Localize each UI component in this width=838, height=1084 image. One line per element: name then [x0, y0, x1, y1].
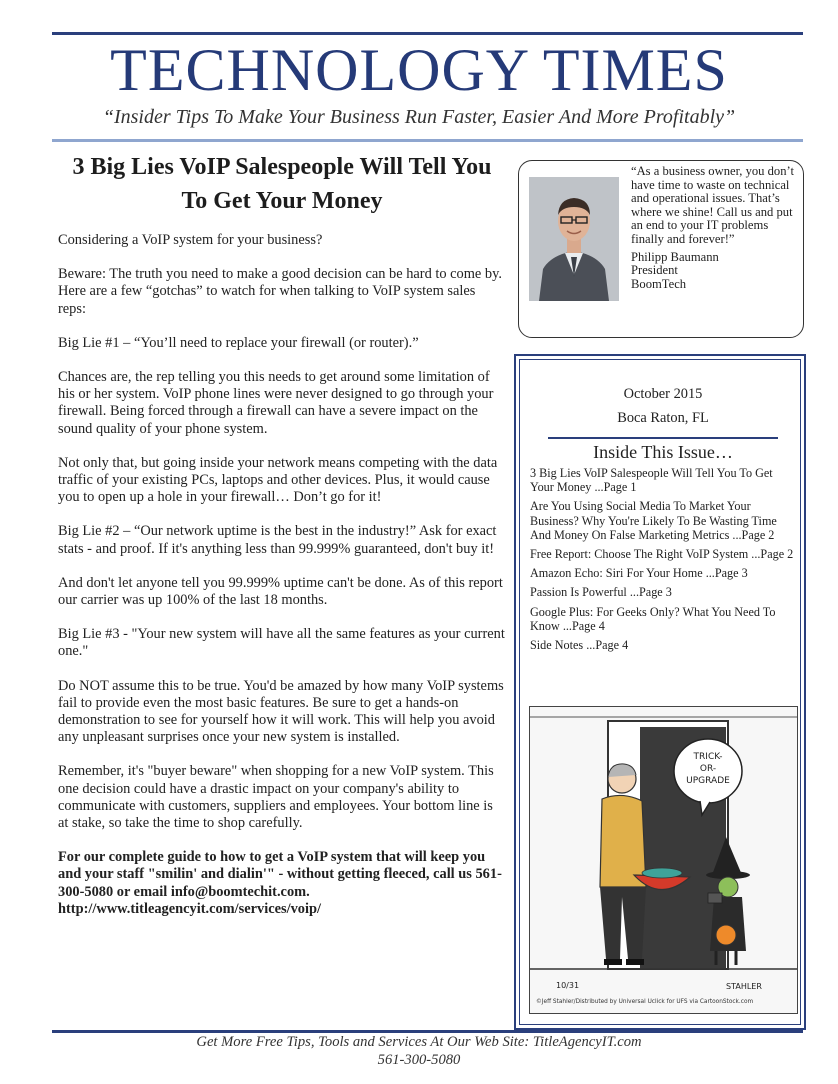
issue-date: October 2015: [623, 386, 703, 402]
quote-text-block: [631, 165, 796, 291]
cartoon-drawing: [530, 707, 797, 1013]
newsletter-title: TECHNOLOGY TIMES: [110, 37, 728, 103]
masthead-bottom-rule: [52, 139, 803, 142]
toc-item: 3 Big Lies VoIP Salespeople Will Tell You To Get Your Money ...Page 1: [530, 466, 773, 495]
quote-author-company: BoomTech: [631, 276, 687, 291]
president-photo: [529, 177, 619, 301]
newsletter-tagline: “Insider Tips To Make Your Business Run Faster, Easier And More Profitably”: [102, 106, 736, 128]
article-paragraph: And don't let anyone tell you 99.999% uptime can't be done. As of this report our carrier was up 100% of the last 18 months.: [58, 574, 503, 609]
article-call-to-action: For our complete guide to how to get a VoIP system that will keep you and your staff "smilin' and dialin'" - without getting fleeced, call us 561-300-5080 or email info@boomtechit.com. http://www.titleagencyit.com/services/voip/: [58, 849, 502, 917]
bubble-text-line-3: UPGRADE: [686, 776, 730, 786]
cartoon-date: 10/31: [556, 981, 580, 990]
toc-item: Google Plus: For Geeks Only? What You Need To Know ...Page 4: [530, 604, 776, 633]
toc-item: Are You Using Social Media To Market Your Business? Why You're Likely To Be Wasting Time And Money On False Marketing Metrics ...Page 2: [530, 499, 777, 542]
toc-item: Passion Is Powerful ...Page 3: [530, 585, 672, 600]
bubble-text-line-1: TRICK-: [693, 752, 723, 762]
cartoon-signature: STAHLER: [726, 982, 762, 991]
footer-website-line: Get More Free Tips, Tools and Services At Our Web Site: TitleAgencyIT.com: [196, 1034, 642, 1050]
footer-phone-line: 561-300-5080: [377, 1052, 461, 1068]
toc-item: Amazon Echo: Siri For Your Home ...Page 3: [530, 566, 748, 581]
toc-item: Side Notes ...Page 4: [530, 638, 629, 653]
article-paragraph: Big Lie #1 – “You’ll need to replace your firewall (or router).”: [58, 334, 419, 351]
quote-author-role: President: [631, 263, 678, 278]
toc-item: Free Report: Choose The Right VoIP System ...Page 2: [530, 547, 794, 562]
halloween-cartoon: [529, 706, 798, 1014]
table-of-contents: [530, 466, 798, 657]
issue-location: Boca Raton, FL: [617, 410, 709, 426]
cartoon-credit: ©Jeff Stahler/Distributed by Universal Uclick for UFS via CartoonStock.com: [536, 999, 754, 1005]
issue-box-inner-frame: [519, 359, 801, 1025]
article-paragraph: Big Lie #2 – “Our network uptime is the best in the industry!” Ask for exact stats - and proof. If it's anything less than 99.999% guaranteed, don't buy it!: [58, 523, 497, 557]
article-paragraph: Considering a VoIP system for your business?: [58, 232, 323, 248]
issue-divider: [548, 437, 778, 439]
article-paragraph: Chances are, the rep telling you this needs to get around some limitation of his or her system. VoIP phone lines were never designed to go through your firewall. Being forced through a firewall can have a severe impact on the sound quality of your phone system.: [58, 369, 494, 437]
article-paragraph: Beware: The truth you need to make a good decision can be hard to come by. Here are a few “gotchas” to watch for when talking to VoIP system sales reps:: [58, 266, 502, 317]
article-headline: 3 Big Lies VoIP Salespeople Will Tell You To Get Your Money: [72, 154, 492, 214]
article-paragraph: Remember, it's "buyer beware" when shopping for a new VoIP system. This one decision could have a drastic impact on your company's ability to communicate with customers, suppliers and employees. Your bottom line is at stake, so take the time to shop carefully.: [58, 763, 494, 832]
article-paragraph: Big Lie #3 - "Your new system will have all the same features as your current one.": [58, 626, 505, 660]
inside-this-issue-heading: Inside This Issue…: [593, 442, 733, 462]
article-paragraph: Not only that, but going inside your network means competing with the data traffic of your existing PCs, laptops and other devices. Plus, it would cause you to open up a hole in your firewall… Don’t go for it!: [58, 454, 498, 506]
article-body: [58, 232, 506, 918]
footer-rule: [52, 1030, 803, 1033]
masthead-top-rule: [52, 32, 803, 35]
bubble-text-line-2: OR-: [699, 764, 717, 774]
inside-this-issue-box: [514, 354, 806, 1030]
president-quote-box: [518, 160, 804, 338]
article-column: [58, 150, 506, 935]
quote-body: “As a business owner, you don’t have time to waste on technical and operational issues. That’s where we shine! Call us and put an end to your IT problems finally and forever!”: [631, 164, 794, 246]
quote-author-name: Philipp Baumann: [631, 249, 719, 264]
article-paragraph: Do NOT assume this to be true. You'd be amazed by how many VoIP systems fail to provide even the most basic features. Be sure to get a hands-on demonstration to see for yourself how it will work. This will help you avoid any unpleasant surprises once your new system is installed.: [58, 677, 504, 746]
